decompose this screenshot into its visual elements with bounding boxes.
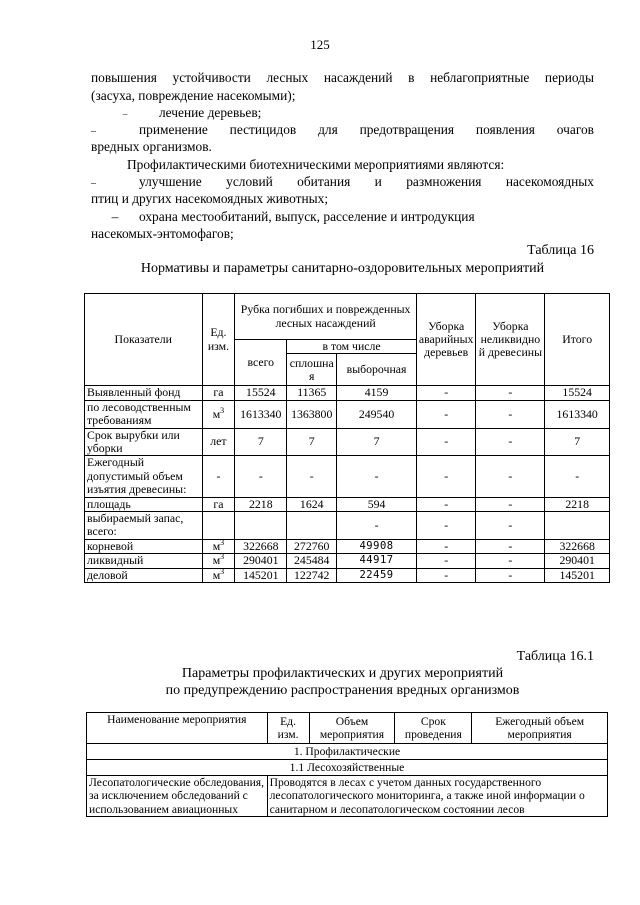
bullet-habitat: – улучшение условий обитания и размножения насекомоядных: [91, 174, 594, 189]
header-annual: Ежегодный объем мероприятия: [472, 713, 608, 744]
table-row: выбираемый запас, всего: - - -: [85, 512, 610, 540]
biotech-heading: Профилактическими биотехническими мероприятиями являются:: [127, 157, 505, 172]
table161-label: Таблица 16.1: [516, 649, 594, 664]
header-selective: выборочная: [337, 354, 417, 386]
header-felling: Рубка погибших и поврежденных лесных насаждений: [235, 294, 417, 340]
header-indicators: Показатели: [85, 294, 203, 386]
bullet-pesticides-cont: вредных организмов.: [91, 139, 212, 154]
header-unit-161: Ед. изм.: [267, 713, 309, 744]
table-16: [84, 293, 610, 583]
header-total: Итого: [545, 294, 610, 386]
header-windfall: Уборка аварийных деревьев: [416, 294, 476, 386]
table-16-1: [86, 712, 608, 817]
bullet-habitat-cont: птиц и других насекомоядных животных;: [91, 191, 329, 206]
section-forestry: 1.1 Лесохозяйственные: [87, 760, 608, 776]
table-row: ликвидный $м^3$ 290401 245484 44917 - - 290401: [85, 554, 610, 568]
header-unit: Ед. изм.: [202, 294, 235, 386]
table-row: [87, 776, 608, 817]
table161-title-1: Параметры профилактических и других мероприятий: [181, 666, 504, 681]
table16-title: Нормативы и параметры санитарно-оздоровительных мероприятий: [140, 261, 545, 276]
bullet-treatment: – лечение деревьев;: [122, 105, 262, 120]
page-number: 125: [310, 37, 330, 52]
table-row: по лесоводственным требованиям $м^3$ 1613340 1363800 249540 - - 1613340: [85, 400, 610, 428]
table-row: Выявленный фонд га 15524 11365 4159 - - 15524: [85, 386, 610, 400]
header-including: в том числе: [287, 340, 417, 354]
event-name: Лесопатологические обследования, за исключением обследований с использованием авиационных: [87, 776, 268, 817]
header-illiquid: Уборка неликвидно й древесины: [476, 294, 545, 386]
intro-line-1: повышения устойчивости лесных насаждений в неблагоприятные периоды: [91, 70, 594, 85]
table-row: корневой $м^3$ 322668 272760 49908 - - 322668: [85, 539, 610, 553]
header-period: Срок проведения: [395, 713, 472, 744]
header-event-name: Наименование мероприятия: [87, 713, 268, 744]
table-row: деловой $м^3$ 145201 122742 22459 - - 145201: [85, 568, 610, 582]
bullet-protection-cont: насекомых-энтомофагов;: [91, 226, 234, 241]
header-volume: Объем мероприятия: [309, 713, 395, 744]
bullet-protection: – охрана местообитаний, выпуск, расселение и интродукция: [111, 209, 475, 224]
bullet-pesticides: – применение пестицидов для предотвращения появления очагов: [91, 122, 594, 137]
table16-label: Таблица 16: [527, 243, 594, 258]
header-clear: сплошна я: [287, 354, 337, 386]
intro-line-2: (засуха, повреждение насекомыми);: [91, 88, 296, 103]
section-preventive: 1. Профилактические: [87, 744, 608, 760]
header-all: всего: [235, 340, 287, 386]
table-row: площадь га 2218 1624 594 - - 2218: [85, 497, 610, 511]
table-row: Срок вырубки или уборки лет 7 7 7 - - 7: [85, 428, 610, 456]
table-row: Ежегодный допустимый объем изъятия древесины: - - - - - - -: [85, 456, 610, 497]
event-description: Проводятся в лесах с учетом данных государственного лесопатологического мониторинга, а также иной информации о санитарном и лесопатологическом состоянии лесов: [267, 776, 607, 817]
table161-title-2: по предупреждению распространения вредных организмов: [165, 683, 520, 698]
